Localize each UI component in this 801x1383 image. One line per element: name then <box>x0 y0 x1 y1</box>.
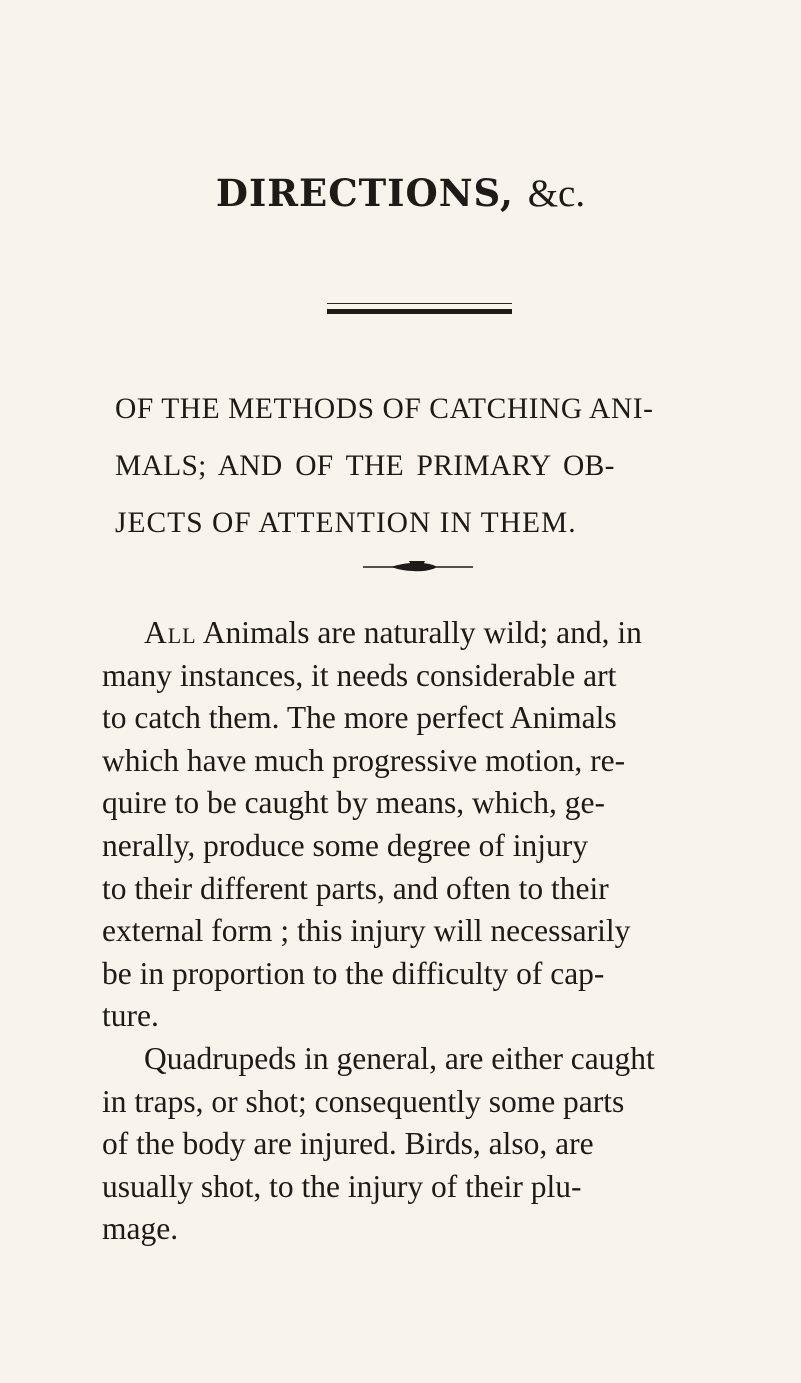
title-etc: &c. <box>527 172 586 215</box>
paragraph-line: external form ; this injury will necessarily <box>102 913 631 949</box>
lead-word: All <box>144 615 197 650</box>
paragraph-line: quire to be caught by means, which, ge- <box>102 785 605 821</box>
paragraph-line: many instances, it needs considerable art <box>102 657 617 693</box>
paragraph-line: usually shot, to the injury of their plu- <box>102 1168 582 1204</box>
section-heading <box>115 381 715 552</box>
title-main: DIRECTIONS, <box>215 171 514 215</box>
page-title <box>0 171 801 215</box>
paragraph-line: of the body are injured. Birds, also, are <box>102 1126 594 1162</box>
paragraph-line: in traps, or shot; consequently some parts <box>102 1083 625 1119</box>
paragraph-line: to catch them. The more perfect Animals <box>102 700 617 736</box>
paragraph-line: ture. <box>102 998 159 1034</box>
paragraph-line: All Animals are naturally wild; and, in <box>144 615 642 650</box>
body-text <box>102 612 742 1251</box>
paragraph-line: Quadrupeds in general, are either caught <box>144 1040 655 1076</box>
heading-line: JECTS OF ATTENTION IN THEM. <box>115 507 577 539</box>
heading-line: MALS; AND OF THE PRIMARY OB- <box>115 450 615 482</box>
paragraph-line: nerally, produce some degree of injury <box>102 827 589 863</box>
paragraph-line: mage. <box>102 1211 179 1247</box>
paragraph-line: which have much progressive motion, re- <box>102 742 626 778</box>
paragraph-line: to their different parts, and often to their <box>102 870 609 906</box>
title-divider <box>327 303 512 314</box>
heading-line: OF THE METHODS OF CATCHING ANI- <box>115 393 654 425</box>
paragraph-line: be in proportion to the difficulty of cap- <box>102 955 605 991</box>
ornament-divider-icon <box>363 559 473 575</box>
